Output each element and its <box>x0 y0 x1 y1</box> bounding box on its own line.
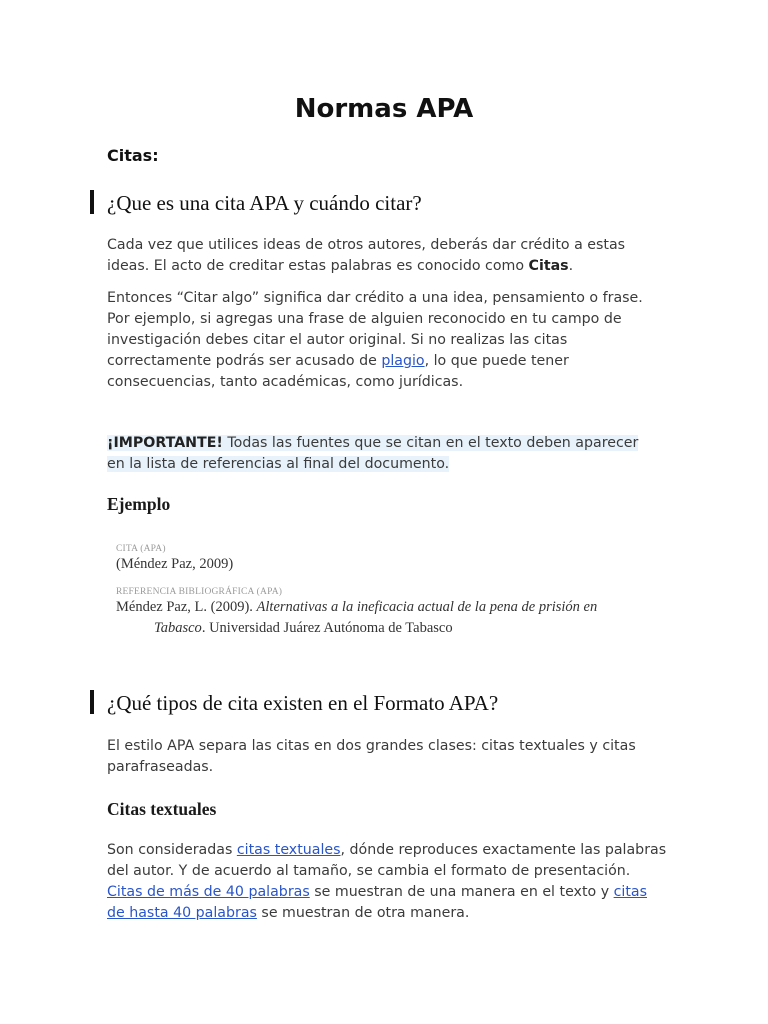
paragraph-text: . <box>568 258 574 274</box>
reference-publisher: . Universidad Juárez Autónoma de Tabasco <box>201 620 453 636</box>
paragraph-estilo-apa: El estilo APA separa las citas en dos grandes clases: citas textuales y citas parafraseadas. <box>107 738 636 775</box>
important-highlight <box>107 435 638 472</box>
heading-bar <box>90 690 94 714</box>
heading-citas-textuales: Citas textuales <box>107 799 217 819</box>
paragraph-text: , lo que puede tener consecuencias, tanto académicas, como jurídicas. <box>107 353 569 390</box>
paragraph-text: , dónde reproduces exactamente las palabras del autor. Y de acuerdo al tamaño, se cambia el formato de presentación. <box>107 842 667 879</box>
important-label: ¡IMPORTANTE! <box>107 435 223 451</box>
paragraph-text: se muestran de otra manera. <box>256 905 470 921</box>
bold-term: Citas <box>528 258 569 274</box>
reference-continuation <box>116 618 676 639</box>
paragraph-text: Son consideradas <box>107 842 237 858</box>
reference-label: REFERENCIA BIBLIOGRÁFICA (APA) <box>116 587 283 597</box>
paragraph-text: Cada vez que utilices ideas de otros autores, deberás dar crédito a estas ideas. El acto de creditar estas palabras es conocido como <box>107 237 626 274</box>
cita-text: (Méndez Paz, 2009) <box>116 556 234 572</box>
link-citas-mas-40[interactable]: Citas de más de 40 palabras <box>107 884 310 900</box>
important-note <box>107 433 652 475</box>
reference-title: Alternativas a la ineficacia actual de la pena de prisión en <box>256 599 598 615</box>
paragraph-text: se muestran de una manera en el texto y <box>309 884 614 900</box>
heading-tipos-de-cita: ¿Qué tipos de cita existen en el Formato APA? <box>107 691 499 715</box>
reference-author: Méndez Paz, L. (2009). <box>116 599 257 615</box>
page-title: Normas APA <box>294 94 474 124</box>
paragraph-citar-algo <box>107 288 667 393</box>
heading-bar <box>90 190 94 214</box>
example-box <box>116 544 676 639</box>
paragraph-text: Entonces “Citar algo” significa dar crédito a una idea, pensamiento o frase. Por ejemplo, si agregas una frase de alguien reconocido en tu campo de investigación debes citar el autor original. Si no realizas las citas correctamente podrás ser acusado de <box>107 290 643 369</box>
section-label: Citas: <box>107 146 159 165</box>
link-citas-hasta-40[interactable]: citas de hasta 40 palabras <box>107 884 647 921</box>
paragraph-citas-textuales <box>107 840 667 924</box>
link-citas-textuales[interactable]: citas textuales <box>236 842 341 858</box>
cita-label: CITA (APA) <box>116 544 166 554</box>
heading-que-es-cita: ¿Que es una cita APA y cuándo citar? <box>107 191 422 215</box>
link-plagio[interactable]: plagio <box>381 353 425 369</box>
important-text: Todas las fuentes que se citan en el texto deben aparecer en la lista de referencias al final del documento. <box>107 435 639 472</box>
reference-title-end: Tabasco <box>154 620 202 636</box>
reference-entry <box>116 597 676 639</box>
heading-ejemplo: Ejemplo <box>107 494 171 514</box>
paragraph-intro <box>107 235 667 277</box>
